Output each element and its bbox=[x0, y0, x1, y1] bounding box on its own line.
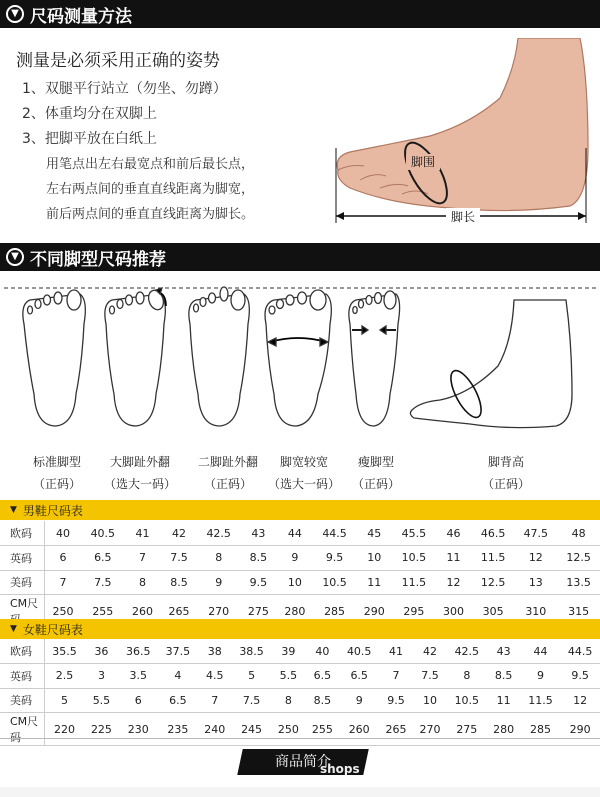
measure-section-title: 尺码测量方法 bbox=[30, 6, 132, 27]
size-cell: 280 bbox=[277, 595, 314, 628]
size-cell: 38.5 bbox=[232, 639, 272, 664]
size-cell: 5 bbox=[232, 664, 272, 689]
size-cell: 285 bbox=[313, 595, 356, 628]
foot-length-label: 脚长 bbox=[450, 210, 476, 224]
size-cell: 11 bbox=[356, 570, 393, 595]
foot-type-recommendation: （正码） bbox=[351, 477, 400, 491]
size-cell: 7 bbox=[198, 688, 232, 713]
size-cell: 6.5 bbox=[339, 664, 379, 689]
size-cell: 7.5 bbox=[232, 688, 272, 713]
size-cell: 250 bbox=[271, 713, 305, 746]
size-cell: 11 bbox=[435, 546, 472, 571]
measure-step-2: 2、体重均分在双脚上 bbox=[22, 106, 157, 122]
size-cell: 10 bbox=[277, 570, 314, 595]
size-cell: 38 bbox=[198, 639, 232, 664]
size-cell: 12.5 bbox=[557, 546, 600, 571]
size-cell: 46.5 bbox=[472, 521, 515, 546]
size-cell: 44.5 bbox=[560, 639, 600, 664]
size-cell: 13.5 bbox=[557, 570, 600, 595]
size-cell: 235 bbox=[158, 713, 198, 746]
size-cell: 37.5 bbox=[158, 639, 198, 664]
measure-heading: 测量是必须采用正确的姿势 bbox=[16, 51, 220, 71]
size-cell: 45 bbox=[356, 521, 393, 546]
men-size-table-header bbox=[0, 500, 600, 520]
size-cell: 7.5 bbox=[81, 570, 124, 595]
size-cell: 260 bbox=[339, 713, 379, 746]
size-cell: 6.5 bbox=[305, 664, 339, 689]
size-cell: 5.5 bbox=[271, 664, 305, 689]
size-cell: 36.5 bbox=[118, 639, 158, 664]
foot-type-high-instep bbox=[466, 451, 546, 495]
second-toe-valgus-foot-icon bbox=[189, 287, 249, 426]
foot-side-illustration bbox=[330, 38, 592, 228]
slim-foot-icon bbox=[349, 291, 400, 426]
size-cell: 5.5 bbox=[84, 688, 118, 713]
row-header: 美码 bbox=[0, 570, 44, 595]
size-cell: 2.5 bbox=[44, 664, 84, 689]
foot-type-slim bbox=[336, 451, 416, 495]
size-cell: 245 bbox=[232, 713, 272, 746]
foot-type-name: 大脚趾外翻 bbox=[109, 455, 170, 469]
size-cell: 305 bbox=[472, 595, 515, 628]
women-size-table-header bbox=[0, 619, 600, 639]
size-cell: 275 bbox=[447, 713, 487, 746]
row-header: 欧码 bbox=[0, 521, 44, 546]
size-cell: 300 bbox=[435, 595, 472, 628]
size-cell: 42 bbox=[161, 521, 198, 546]
row-header: CM尺 bbox=[0, 595, 44, 628]
size-cell: 12.5 bbox=[472, 570, 515, 595]
row-header: 英码 bbox=[0, 664, 44, 689]
measure-step-1: 1、双腿平行站立（勿坐、勿蹲） bbox=[22, 81, 227, 97]
size-cell: 6.5 bbox=[158, 688, 198, 713]
size-cell: 310 bbox=[514, 595, 557, 628]
foot-type-recommendation: （选大一码） bbox=[267, 477, 340, 491]
size-cell: 9 bbox=[197, 570, 240, 595]
size-cell: 44 bbox=[277, 521, 314, 546]
chevron-down-icon: ▼ bbox=[6, 248, 24, 266]
triangle-down-icon: ▼ bbox=[10, 505, 17, 515]
size-cell: 11.5 bbox=[393, 570, 436, 595]
size-cell: 13 bbox=[514, 570, 557, 595]
measure-step-3-line-3: 前后两点间的垂直直线距离为脚长。 bbox=[46, 207, 255, 222]
foot-type-wide bbox=[264, 451, 344, 495]
size-cell: 280 bbox=[487, 713, 521, 746]
table-row bbox=[0, 570, 600, 595]
foot-type-section-title: 不同脚型尺码推荐 bbox=[30, 249, 166, 270]
foot-types-illustration bbox=[0, 284, 600, 450]
wide-foot-icon bbox=[265, 290, 331, 426]
size-cell: 250 bbox=[44, 595, 81, 628]
size-cell: 43 bbox=[240, 521, 277, 546]
measure-step-3: 3、把脚平放在白纸上 bbox=[22, 131, 157, 147]
product-intro-label: 商品简介 bbox=[275, 754, 331, 770]
size-cell: 8.5 bbox=[161, 570, 198, 595]
size-cell: 46 bbox=[435, 521, 472, 546]
foot-type-big-toe-valgus bbox=[100, 451, 180, 495]
size-cell: 8 bbox=[197, 546, 240, 571]
foot-type-name: 二脚趾外翻 bbox=[197, 455, 258, 469]
size-cell: 240 bbox=[198, 713, 232, 746]
women-size-table-title: 女鞋尺码表 bbox=[22, 622, 83, 637]
size-cell: 285 bbox=[521, 713, 561, 746]
size-cell: 295 bbox=[393, 595, 436, 628]
foot-type-name: 脚宽较宽 bbox=[279, 455, 328, 469]
size-cell: 42.5 bbox=[197, 521, 240, 546]
measure-section-header bbox=[0, 0, 600, 28]
size-cell: 44 bbox=[521, 639, 561, 664]
foot-type-name: 标准脚型 bbox=[32, 455, 81, 469]
size-cell: 40 bbox=[44, 521, 81, 546]
foot-type-second-toe-valgus bbox=[188, 451, 268, 495]
foot-type-name: 瘦脚型 bbox=[357, 455, 394, 469]
table-row bbox=[0, 546, 600, 571]
size-cell: 40.5 bbox=[339, 639, 379, 664]
size-cell: 270 bbox=[197, 595, 240, 628]
size-cell: 9.5 bbox=[560, 664, 600, 689]
foot-type-standard bbox=[17, 451, 97, 495]
foot-type-recommendation: （正码） bbox=[32, 477, 81, 491]
size-cell: 8.5 bbox=[240, 546, 277, 571]
size-cell: 290 bbox=[560, 713, 600, 746]
row-header: 欧码 bbox=[0, 639, 44, 664]
size-cell: 10.5 bbox=[393, 546, 436, 571]
size-cell: 10.5 bbox=[447, 688, 487, 713]
size-cell: 12 bbox=[514, 546, 557, 571]
size-cell: 4 bbox=[158, 664, 198, 689]
size-cell: 9.5 bbox=[313, 546, 356, 571]
size-cell: 11.5 bbox=[521, 688, 561, 713]
bottom-strip bbox=[0, 787, 600, 797]
size-cell: 220 bbox=[44, 713, 84, 746]
size-cell: 9.5 bbox=[240, 570, 277, 595]
size-cell: 47.5 bbox=[514, 521, 557, 546]
big-toe-valgus-foot-icon bbox=[105, 288, 166, 426]
size-cell: 11 bbox=[487, 688, 521, 713]
triangle-down-icon: ▼ bbox=[10, 624, 17, 634]
size-cell: 255 bbox=[305, 713, 339, 746]
size-cell: 10.5 bbox=[313, 570, 356, 595]
size-cell: 9.5 bbox=[379, 688, 413, 713]
table-row bbox=[0, 521, 600, 546]
measure-step-3-line-2: 左右两点间的垂直直线距离为脚宽， bbox=[46, 182, 255, 197]
table-row bbox=[0, 664, 600, 689]
size-cell: 6 bbox=[44, 546, 81, 571]
size-cell: 275 bbox=[240, 595, 277, 628]
divider bbox=[0, 738, 600, 739]
table-row bbox=[0, 688, 600, 713]
foot-type-section-header bbox=[0, 243, 600, 271]
size-cell: 42 bbox=[413, 639, 447, 664]
size-cell: 260 bbox=[124, 595, 161, 628]
size-cell: 48 bbox=[557, 521, 600, 546]
chevron-down-icon: ▼ bbox=[6, 5, 24, 23]
size-cell: 265 bbox=[161, 595, 198, 628]
size-cell: 12 bbox=[435, 570, 472, 595]
size-cell: 9 bbox=[277, 546, 314, 571]
table-row bbox=[0, 713, 600, 746]
size-cell: 3.5 bbox=[118, 664, 158, 689]
size-cell: 265 bbox=[379, 713, 413, 746]
size-cell: 8 bbox=[124, 570, 161, 595]
size-cell: 5 bbox=[44, 688, 84, 713]
size-cell: 8 bbox=[447, 664, 487, 689]
size-cell: 41 bbox=[379, 639, 413, 664]
foot-type-recommendation: （正码） bbox=[481, 477, 530, 491]
foot-type-recommendation: （正码） bbox=[203, 477, 252, 491]
size-cell: 6 bbox=[118, 688, 158, 713]
foot-type-name: 脚背高 bbox=[487, 455, 524, 469]
size-cell: 39 bbox=[271, 639, 305, 664]
size-cell: 225 bbox=[84, 713, 118, 746]
size-cell: 8.5 bbox=[305, 688, 339, 713]
size-cell: 35.5 bbox=[44, 639, 84, 664]
size-cell: 3 bbox=[84, 664, 118, 689]
size-cell: 36 bbox=[84, 639, 118, 664]
size-cell: 255 bbox=[81, 595, 124, 628]
standard-foot-icon bbox=[23, 290, 85, 426]
size-cell: 11.5 bbox=[472, 546, 515, 571]
size-cell: 315 bbox=[557, 595, 600, 628]
size-cell: 43 bbox=[487, 639, 521, 664]
size-cell: 9 bbox=[521, 664, 561, 689]
foot-girth-label: 脚围 bbox=[410, 155, 436, 169]
row-header: 英码 bbox=[0, 546, 44, 571]
row-header: CM尺码 bbox=[0, 713, 44, 746]
measure-step-3-line-1: 用笔点出左右最宽点和前后最长点， bbox=[46, 157, 255, 172]
size-cell: 290 bbox=[356, 595, 393, 628]
size-cell: 10 bbox=[413, 688, 447, 713]
row-header: 美码 bbox=[0, 688, 44, 713]
high-instep-foot-icon bbox=[410, 300, 572, 428]
size-cell: 7 bbox=[379, 664, 413, 689]
women-size-table bbox=[0, 639, 600, 746]
size-cell: 41 bbox=[124, 521, 161, 546]
size-cell: 9 bbox=[339, 688, 379, 713]
foot-type-recommendation: （选大一码） bbox=[103, 477, 176, 491]
size-cell: 230 bbox=[118, 713, 158, 746]
watermark: shops bbox=[320, 762, 360, 776]
men-size-table bbox=[0, 521, 600, 628]
size-cell: 10 bbox=[356, 546, 393, 571]
size-cell: 7.5 bbox=[413, 664, 447, 689]
table-row bbox=[0, 639, 600, 664]
size-cell: 42.5 bbox=[447, 639, 487, 664]
size-cell: 40 bbox=[305, 639, 339, 664]
men-size-table-title: 男鞋尺码表 bbox=[22, 503, 83, 518]
size-cell: 6.5 bbox=[81, 546, 124, 571]
size-cell: 270 bbox=[413, 713, 447, 746]
size-cell: 8.5 bbox=[487, 664, 521, 689]
size-cell: 7 bbox=[44, 570, 81, 595]
size-cell: 7 bbox=[124, 546, 161, 571]
size-cell: 40.5 bbox=[81, 521, 124, 546]
size-cell: 45.5 bbox=[393, 521, 436, 546]
size-cell: 4.5 bbox=[198, 664, 232, 689]
size-cell: 7.5 bbox=[161, 546, 198, 571]
size-cell: 8 bbox=[271, 688, 305, 713]
size-cell: 44.5 bbox=[313, 521, 356, 546]
size-cell: 12 bbox=[560, 688, 600, 713]
